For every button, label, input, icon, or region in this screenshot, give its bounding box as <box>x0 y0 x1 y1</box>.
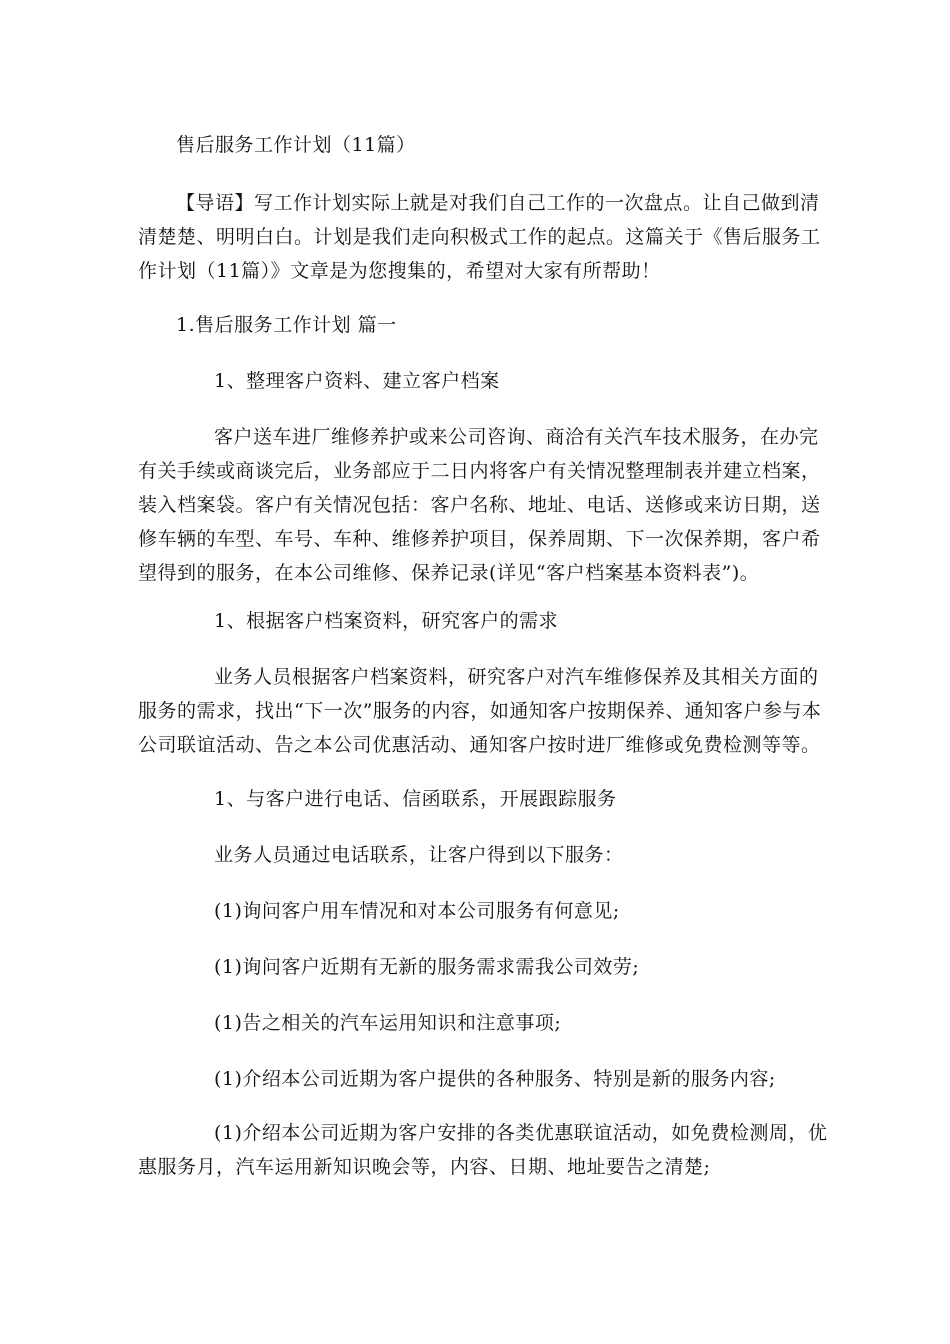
list-item-4: (1)介绍本公司近期为客户提供的各种服务、特别是新的服务内容; <box>214 1068 776 1090</box>
list-item-2: (1)询问客户近期有无新的服务需求需我公司效劳; <box>214 956 640 978</box>
paragraph-1: 客户送车进厂维修养护或来公司咨询、商洽有关汽车技术服务，在办完有关手续或商谈完后，业务部应于二日内将客户有关情况整理制表并建立档案，装入档案袋。客户有关情况包括：客户名称、地址、电话、送修或来访日期，送修车辆的车型、车号、车种、维修养护项目，保养周期、下一次保养期，客户希望得到的服务，在本公司维修、保养记录(详见“客户档案基本资料表”)。 <box>138 426 821 584</box>
list-item-3: (1)告之相关的汽车运用知识和注意事项; <box>214 1012 562 1034</box>
subheading-1: 1、整理客户资料、建立客户档案 <box>214 370 500 392</box>
document-title: 售后服务工作计划（11篇） <box>176 134 416 156</box>
intro-paragraph: 【导语】写工作计划实际上就是对我们自己工作的一次盘点。让自己做到清清楚楚、明明白白。计划是我们走向积极式工作的起点。这篇关于《售后服务工作计划（11篇）》文章是为您搜集的，希望对大家有所帮助！ <box>138 192 821 282</box>
paragraph-2: 业务人员根据客户档案资料，研究客户对汽车维修保养及其相关方面的服务的需求，找出“下一次”服务的内容，如通知客户按期保养、通知客户参与本公司联谊活动、告之本公司优惠活动、通知客户按时进厂维修或免费检测等等。 <box>138 666 822 756</box>
section-heading: 1.售后服务工作计划 篇一 <box>176 314 397 336</box>
subheading-3: 1、与客户进行电话、信函联系，开展跟踪服务 <box>214 788 617 810</box>
list-item-1: (1)询问客户用车情况和对本公司服务有何意见; <box>214 900 620 922</box>
paragraph-3: 业务人员通过电话联系，让客户得到以下服务： <box>214 844 624 866</box>
list-item-5: (1)介绍本公司近期为客户安排的各类优惠联谊活动，如免费检测周，优惠服务月，汽车运用新知识晚会等，内容、日期、地址要告之清楚; <box>138 1122 828 1178</box>
subheading-2: 1、根据客户档案资料，研究客户的需求 <box>214 610 559 632</box>
